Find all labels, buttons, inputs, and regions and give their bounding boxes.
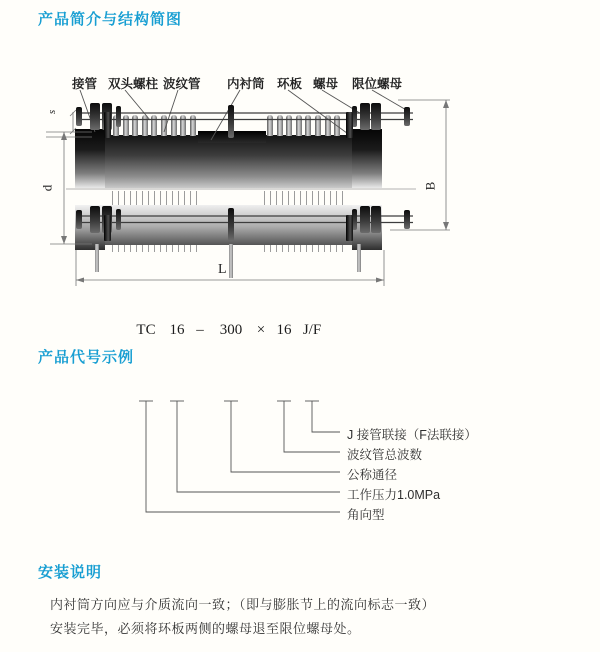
stud-end	[357, 244, 361, 272]
nut	[404, 107, 410, 126]
code-token-waves: 16	[276, 322, 292, 338]
code-token-type: TC	[136, 322, 156, 338]
nut	[360, 103, 370, 130]
ring-plate	[104, 215, 111, 241]
section-title-install: 安装说明	[38, 564, 103, 581]
section-title-intro: 产品简介与结构简图	[38, 11, 183, 28]
ring-plate	[346, 112, 353, 138]
code-token-dash: –	[196, 322, 204, 338]
part-label-inner-liner: 内衬筒	[227, 77, 265, 91]
ring-plate	[104, 112, 111, 138]
part-label-connection-pipe: 接管	[72, 77, 98, 91]
part-label-bellows: 波纹管	[163, 77, 201, 91]
legend-item-waves: 波纹管总波数	[347, 448, 423, 462]
nut	[228, 105, 234, 138]
nut	[76, 210, 82, 229]
nut	[116, 209, 121, 230]
install-line-1: 内衬筒方向应与介质流向一致；（即与膨胀节上的流向标志一致）	[50, 597, 436, 612]
legend-item-type: 角向型	[347, 508, 385, 522]
nut	[360, 206, 370, 233]
legend-item-pressure: 工作压力1.0MPa	[347, 488, 441, 502]
nut	[90, 206, 100, 233]
dim-label-L: L	[218, 262, 227, 277]
structure-diagram	[0, 60, 600, 310]
ring-plate	[346, 215, 353, 241]
nut	[116, 106, 121, 127]
part-label-limit-nut: 限位螺母	[352, 77, 403, 91]
dim-label-d: d	[39, 184, 55, 192]
nut	[404, 210, 410, 229]
code-token-connection: J/F	[302, 322, 322, 338]
diagram-linework	[0, 60, 600, 310]
nut	[371, 206, 381, 233]
part-label-stud-bolt: 双头螺柱	[108, 77, 159, 91]
code-token-pressure: 16	[169, 322, 185, 338]
nut	[90, 103, 100, 130]
legend-item-connection: J 接管联接（F法联接）	[347, 428, 477, 442]
stud-end	[95, 244, 99, 272]
code-token-times: ×	[256, 322, 266, 338]
legend-item-diameter: 公称通径	[347, 468, 398, 482]
dim-label-B: B	[422, 181, 438, 191]
dim-label-s: s	[46, 109, 59, 115]
part-label-ring-plate: 环板	[277, 77, 303, 91]
nut	[228, 208, 234, 241]
stud-end	[229, 244, 233, 278]
code-token-diameter: 300	[219, 322, 243, 338]
section-title-code: 产品代号示例	[38, 349, 135, 366]
install-line-2: 安装完毕，必须将环板两侧的螺母退至限位螺母处。	[50, 621, 361, 636]
nut	[371, 103, 381, 130]
part-label-nut: 螺母	[313, 77, 339, 91]
nut	[76, 107, 82, 126]
